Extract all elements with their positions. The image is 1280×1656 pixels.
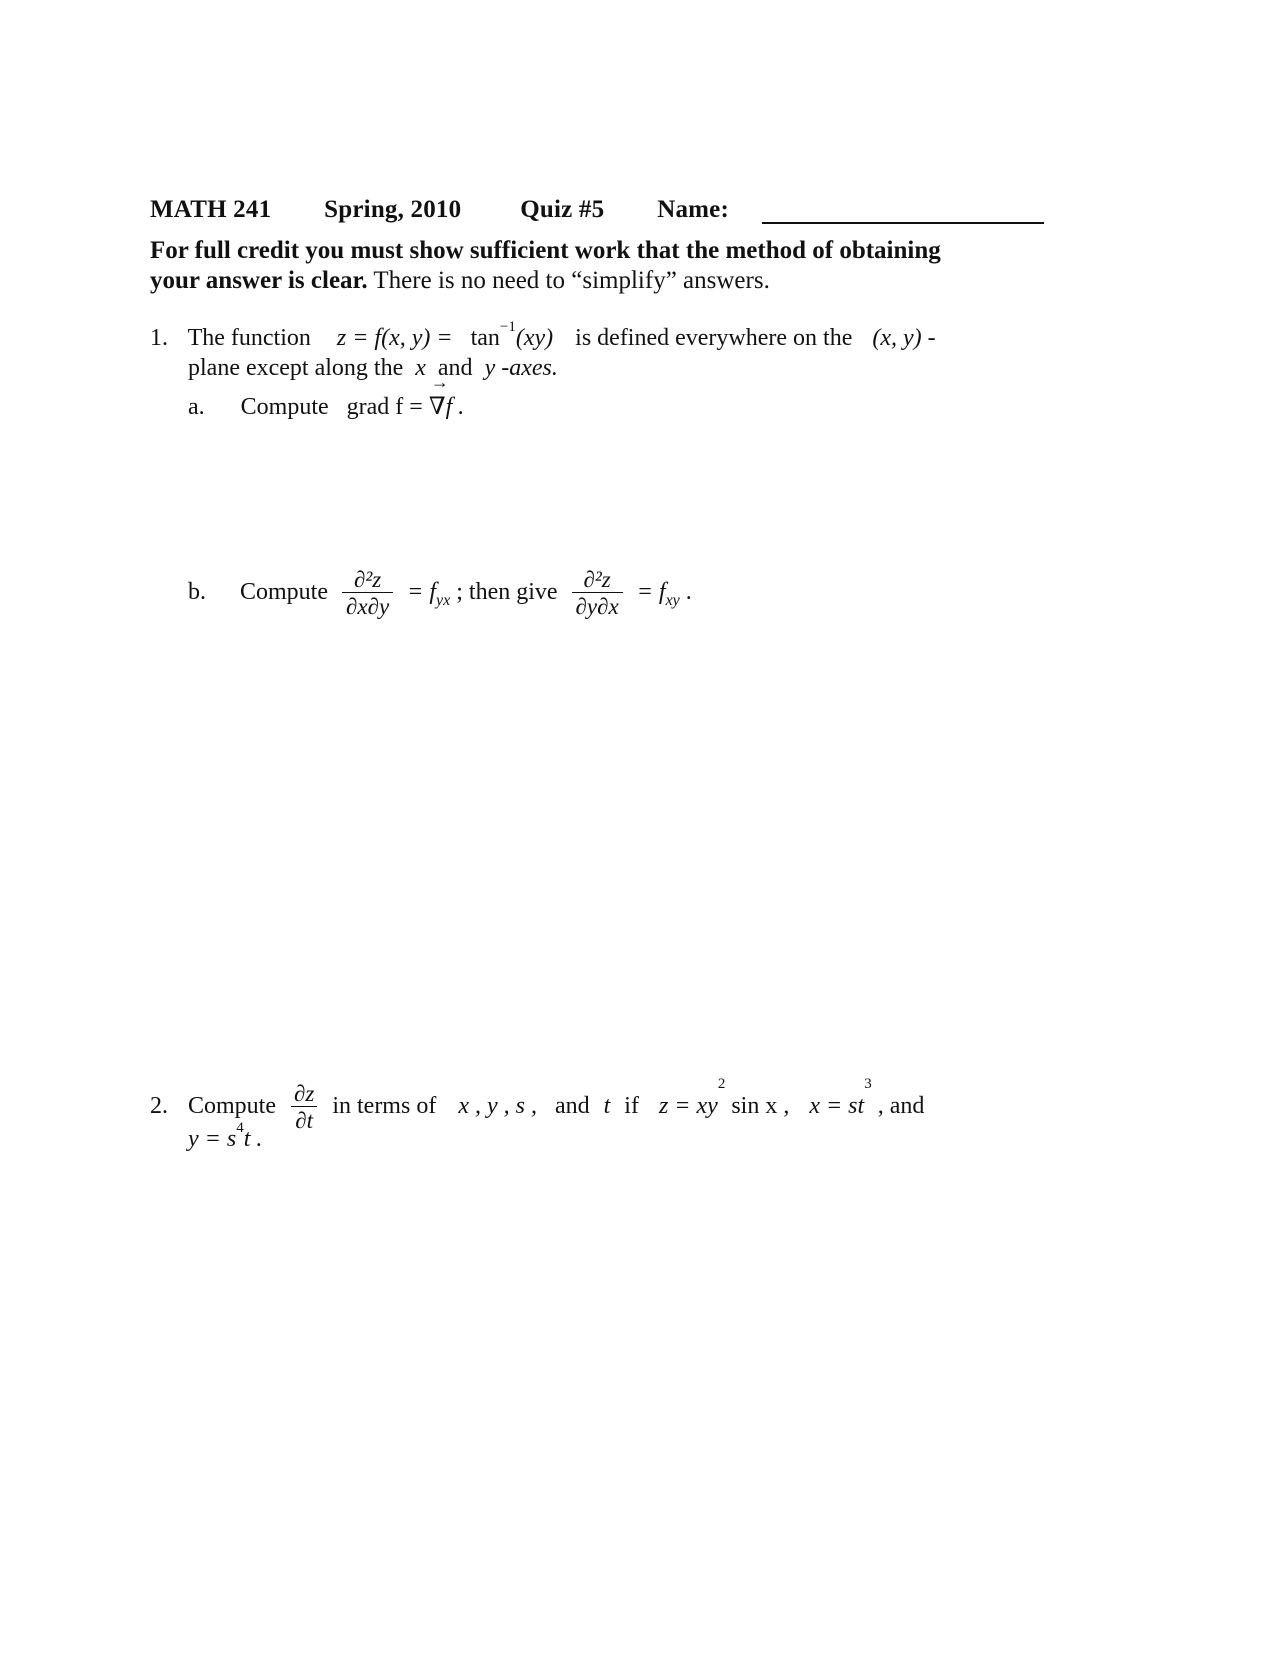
fyx-subscript: yx xyxy=(436,591,451,609)
comma-and: , and xyxy=(877,1093,925,1120)
inverse-exponent: −1 xyxy=(499,319,516,335)
part-a-text: Compute xyxy=(240,394,329,420)
problem-1-intro: The function xyxy=(187,325,311,351)
course-title: MATH 241 xyxy=(150,196,272,223)
gradient-f: f . xyxy=(445,394,465,420)
nabla-vector: → ∇ xyxy=(429,392,446,421)
arctan-argument: (xy) xyxy=(515,325,554,351)
frac-numerator: ∂²z xyxy=(583,567,611,592)
problem-1-line2 xyxy=(188,355,558,382)
part-b-label: b. xyxy=(188,579,206,606)
problem-2-line2 xyxy=(188,1120,263,1153)
problem-2-number: 2. xyxy=(150,1093,168,1120)
function-definition: z = f(x, y) = xyxy=(336,325,453,351)
sin-x: sin x , xyxy=(731,1093,790,1120)
frac-denominator: ∂y∂x xyxy=(572,592,623,619)
then-give: ; then give xyxy=(456,579,558,606)
name-label: Name: xyxy=(657,196,729,223)
z-equation: z = xy xyxy=(658,1093,718,1120)
period: . xyxy=(685,579,692,606)
frac-numerator: ∂²z xyxy=(353,567,382,592)
problem-1-line2-text: plane except along the xyxy=(188,355,404,381)
frac-numerator: ∂z xyxy=(294,1081,315,1106)
instructions-line2 xyxy=(150,267,770,295)
fxy-eq: = f xyxy=(636,579,666,606)
fyx-eq: = f xyxy=(407,579,437,606)
y-equation: y = s xyxy=(188,1126,237,1152)
part-a xyxy=(188,392,464,421)
frac-denominator: ∂t xyxy=(291,1106,317,1133)
problem-2-line1 xyxy=(150,1076,1045,1134)
part-b xyxy=(188,568,692,619)
x-variable: x xyxy=(415,355,426,381)
and-word: and xyxy=(554,1093,590,1120)
term: Spring, 2010 xyxy=(324,196,462,223)
if-word: if xyxy=(624,1093,639,1120)
problem-2-compute: Compute xyxy=(188,1093,276,1120)
problem-1-intro-b: is defined everywhere on the xyxy=(575,325,853,351)
square-exponent: 2 xyxy=(717,1076,726,1092)
quiz-header xyxy=(150,196,729,224)
fxy-subscript: xy xyxy=(665,591,680,609)
instructions-bold-line1: For full credit you must show sufficient work that the method of obtaining xyxy=(150,237,941,264)
fraction-dz-dt xyxy=(290,1082,318,1133)
t-end: t . xyxy=(243,1126,263,1152)
part-b-text: Compute xyxy=(240,579,328,606)
instructions-bold-line2: your answer is clear. xyxy=(150,267,368,294)
xy-plane: (x, y) - xyxy=(872,325,936,351)
fraction-d2z-dxdy xyxy=(342,568,393,619)
instructions-normal: There is no need to “simplify” answers. xyxy=(373,267,770,294)
variables-list: x , y , s , xyxy=(458,1093,537,1120)
name-blank-line[interactable] xyxy=(762,222,1044,224)
frac-denominator: ∂x∂y xyxy=(342,592,393,619)
arctan: tan xyxy=(470,325,500,351)
fourth-power: 4 xyxy=(236,1120,244,1136)
problem-1-line1 xyxy=(150,319,1045,352)
x-equation: x = st xyxy=(809,1093,865,1120)
problem-1-number: 1. xyxy=(150,325,168,351)
t-variable: t xyxy=(603,1093,611,1120)
fraction-d2z-dydx xyxy=(572,568,623,619)
grad-expression: grad f = xyxy=(346,394,423,420)
part-a-label: a. xyxy=(188,394,205,420)
cube-exponent: 3 xyxy=(864,1076,872,1092)
y-axes: y -axes. xyxy=(484,355,558,381)
and-word: and xyxy=(437,355,473,381)
quiz-number: Quiz #5 xyxy=(520,196,605,223)
in-terms-of: in terms of xyxy=(332,1093,437,1120)
